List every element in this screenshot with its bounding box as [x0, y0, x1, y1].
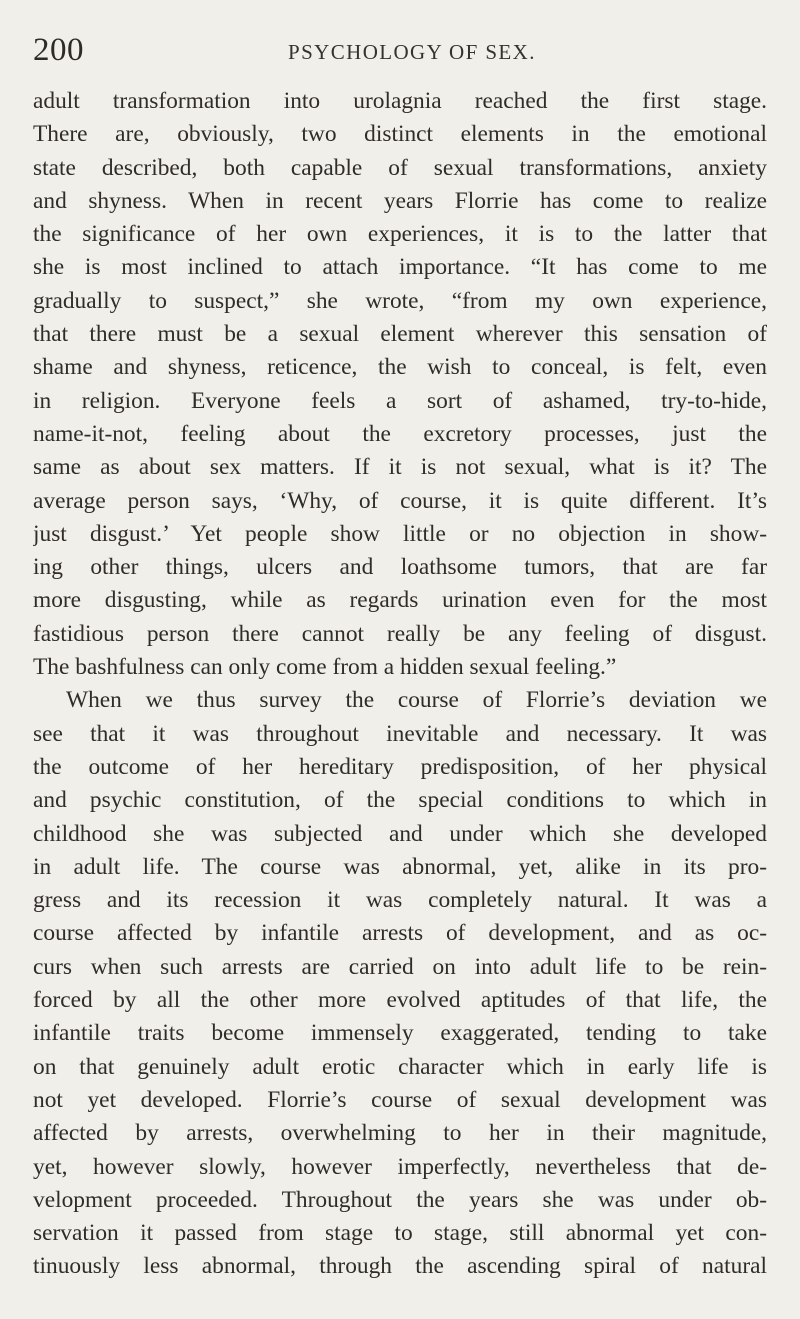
- page-number: 200: [33, 32, 84, 68]
- text-line: When we thus survey the course of Florrie’s deviation we: [66, 687, 767, 714]
- body-text: [33, 85, 767, 1284]
- text-line: average person says, ‘Why, of course, it is quite different. It’s: [33, 487, 767, 514]
- text-line: forced by all the other more evolved aptitudes of that life, the: [33, 987, 767, 1014]
- text-line: that there must be a sexual element wherever this sensation of: [33, 321, 767, 348]
- text-line: just disgust.’ Yet people show little or no objection in show-: [33, 520, 767, 547]
- text-line: gradually to suspect,” she wrote, “from my own experience,: [33, 287, 767, 314]
- text-line: adult transformation into urolagnia reached the first stage.: [33, 88, 767, 114]
- text-line: affected by arrests, overwhelming to her in their magnitude,: [33, 1120, 767, 1147]
- text-line: ing other things, ulcers and loathsome tumors, that are far: [33, 554, 767, 581]
- text-line: on that genuinely adult erotic character which in early life is: [33, 1053, 767, 1080]
- text-line: in religion. Everyone feels a sort of ashamed, try-to-hide,: [33, 387, 767, 414]
- text-line: childhood she was subjected and under which she developed: [33, 820, 767, 847]
- running-head: PSYCHOLOGY OF SEX.: [288, 40, 536, 64]
- text-line: she is most inclined to attach importance. “It has come to me: [33, 254, 767, 281]
- text-line: infantile traits become immensely exaggerated, tending to take: [33, 1020, 767, 1047]
- text-line: the outcome of her hereditary predisposition, of her physical: [33, 753, 767, 780]
- text-line: servation it passed from stage to stage, still abnormal yet con-: [33, 1220, 767, 1247]
- text-line: shame and shyness, reticence, the wish to conceal, is felt, even: [33, 354, 767, 381]
- text-line: more disgusting, while as regards urination even for the most: [33, 587, 767, 614]
- text-line: gress and its recession it was completely natural. It was a: [33, 887, 767, 914]
- text-line: name-it-not, feeling about the excretory processes, just the: [33, 420, 767, 447]
- page-header: [33, 30, 767, 70]
- text-line: tinuously less abnormal, through the ascending spiral of natural: [33, 1253, 767, 1280]
- text-line: and shyness. When in recent years Florrie has come to realize: [33, 187, 767, 214]
- text-line: velopment proceeded. Throughout the years she was under ob-: [33, 1186, 767, 1213]
- text-line: fastidious person there cannot really be any feeling of disgust.: [33, 620, 767, 647]
- text-line: There are, obviously, two distinct elements in the emotional: [33, 121, 767, 148]
- text-line: not yet developed. Florrie’s course of sexual development was: [33, 1086, 767, 1113]
- text-line: state described, both capable of sexual transformations, anxiety: [33, 154, 767, 181]
- text-line: and psychic constitution, of the special conditions to which in: [33, 787, 767, 814]
- text-line: in adult life. The course was abnormal, yet, alike in its pro-: [33, 853, 767, 880]
- text-line: same as about sex matters. If it is not sexual, what is it? The: [33, 454, 767, 481]
- text-line: the significance of her own experiences, it is to the latter that: [33, 221, 767, 248]
- text-line: yet, however slowly, however imperfectly, nevertheless that de-: [33, 1153, 767, 1180]
- text-line: curs when such arrests are carried on into adult life to be rein-: [33, 953, 767, 980]
- text-line: course affected by infantile arrests of development, and as oc-: [33, 920, 767, 947]
- text-line: The bashfulness can only come from a hidden sexual feeling.”: [33, 654, 617, 681]
- text-line: see that it was throughout inevitable and necessary. It was: [33, 720, 767, 747]
